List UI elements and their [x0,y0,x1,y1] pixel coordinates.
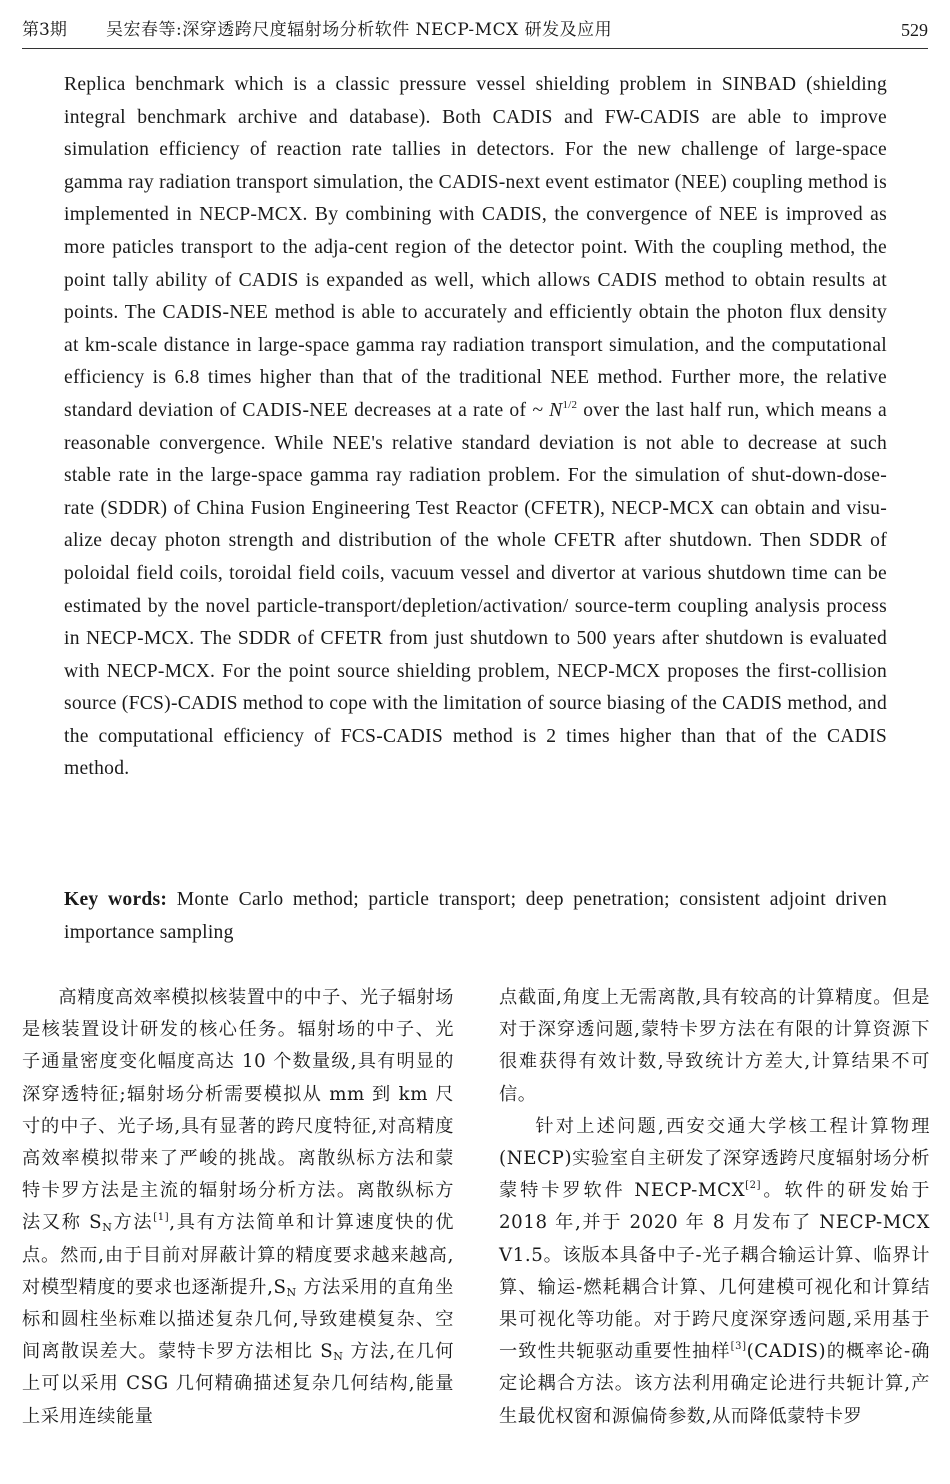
page-number: 529 [901,20,928,40]
body-right-text3: (CADIS)的概率论-确定论耦合方法。该方法利用确定论进行共轭计算,产生最优权窗和源偏倚参数,从而降低蒙特卡罗 [499,1341,931,1427]
running-title: 吴宏春等:深穿透跨尺度辐射场分析软件 NECP-MCX 研发及应用 [106,20,613,40]
rate-symbol: ~ N [532,399,563,421]
body-column-left [22,982,454,1433]
abstract-paragraph [64,69,887,786]
body-paragraph-continued: 点截面,角度上无需离散,具有较高的计算精度。但是对于深穿透问题,蒙特卡罗方法在有限的计算资源下很难获得有效计数,导致统计方差大,计算结果不可信。 [499,987,930,1105]
body-left-text1: 高精度高效率模拟核装置中的中子、光子辐射场是核装置设计研发的核心任务。辐射场的中子、光子通量密度变化幅度高达 10 个数量级,具有明显的深穿透特征;辐射场分析需要模拟从 mm 到 km 尺寸的中子、光子场,具有显著的跨尺度特征,对高精度高效率模拟带来了严峻的挑战。离散纵标方法和蒙特卡罗方法是主流的辐射场分析方法。离散纵标方法又称 S [22,987,454,1234]
citation-1[interactable]: [1] [153,1212,170,1224]
body-right-text2: 。软件的研发始于 2018 年,并于 2020 年 8 月发布了 NECP-MCX V1.5。该版本具备中子-光子耦合输运计算、临界计算、输运-燃耗耦合计算、几何建模可视化和计算结果可视化等功能。对于跨尺度深穿透问题,采用基于一致性共轭驱动重要性抽样 [499,1180,930,1363]
body-left-text2: 方法 [112,1212,154,1234]
body-left-text3: ,具有方法简单和计算速度快的优点。然而,由于目前对屏蔽计算的精度要求越来越高,对模型精度的要求也逐渐提升,S [22,1212,454,1298]
abstract-text-part1: Replica benchmark which is a classic pressure vessel shielding problem in SINBAD (shielding integral benchmark archive and database). Both CADIS and FW-CADIS are able to improve simulation efficiency of reaction rate tallies in detectors. For the new challenge of large-space gamma ray radiation transport simulation, the CADIS-next event estimator (NEE) coupling method is implemented in NECP-MCX. By combining with CADIS, the convergence of NEE is improved as more paticles transport to the adja-cent region of the detector point. With the coupling method, the point tally ability of CADIS is expanded as well, which allows CADIS method to obtain results at points. The CADIS-NEE method is able to accurately and efficiently obtain the photon flux density at km-scale distance in large-space gamma ray radiation transport simulation, and the computational efficiency is 6.8 times higher than that of the traditional NEE method. Further more, the relative standard deviation of CADIS-NEE decreases at a rate of [64,74,887,421]
citation-3[interactable]: [3] [730,1341,747,1353]
subscript-n: N [102,1221,113,1235]
running-header [22,16,928,49]
body-paragraph [22,982,454,1433]
body-left-text5: 方法,在几何上可以采用 CSG 几何精确描述复杂几何结构,能量上采用连续能量 [22,1341,454,1427]
issue-number: 第3期 [22,20,67,40]
subscript-n: N [286,1285,297,1299]
subscript-n: N [333,1350,344,1364]
keywords-label: Key words: [64,889,168,910]
keywords [64,884,887,949]
body-right-text1: 针对上述问题,西安交通大学核工程计算物理(NECP)实验室自主研发了深穿透跨尺度辐射场分析蒙特卡罗软件 NECP-MCX [499,1115,930,1202]
keywords-text: Monte Carlo method; particle transport; deep penetration; consistent adjoint driven importance sampling [64,889,887,943]
english-abstract [64,69,887,786]
body-paragraph [499,1111,930,1433]
rate-exponent: 1/2 [562,398,578,411]
abstract-text-part2: over the last half run, which means a reasonable convergence. While NEE's relative standard deviation is not able to decrease at such stable rate in the large-space gamma ray radiation problem. For the simulation of shut-down-dose-rate (SDDR) of China Fusion Engineering Test Reactor (CFETR), NECP-MCX can obtain and visu-alize decay photon strength and distribution of the whole CFETR after shutdown. Then SDDR of poloidal field coils, toroidal field coils, vacuum vessel and divertor at various shutdown time can be estimated by the novel particle-transport/depletion/activation/ source-term coupling analysis process in NECP-MCX. The SDDR of CFETR from just shutdown to 500 years after shutdown is evaluated with NECP-MCX. For the point source shielding problem, NECP-MCX proposes the first-collision source (FCS)-CADIS method to cope with the limitation of source biasing of the CADIS method, and the computational efficiency of FCS-CADIS method is 2 times higher than that of the CADIS method. [64,399,887,780]
body-column-right [499,982,930,1433]
citation-2[interactable]: [2] [745,1180,762,1192]
body-left-text4: 方法采用的直角坐标和圆柱坐标难以描述复杂几何,导致建模复杂、空间离散误差大。蒙特卡罗方法相比 S [22,1276,454,1363]
